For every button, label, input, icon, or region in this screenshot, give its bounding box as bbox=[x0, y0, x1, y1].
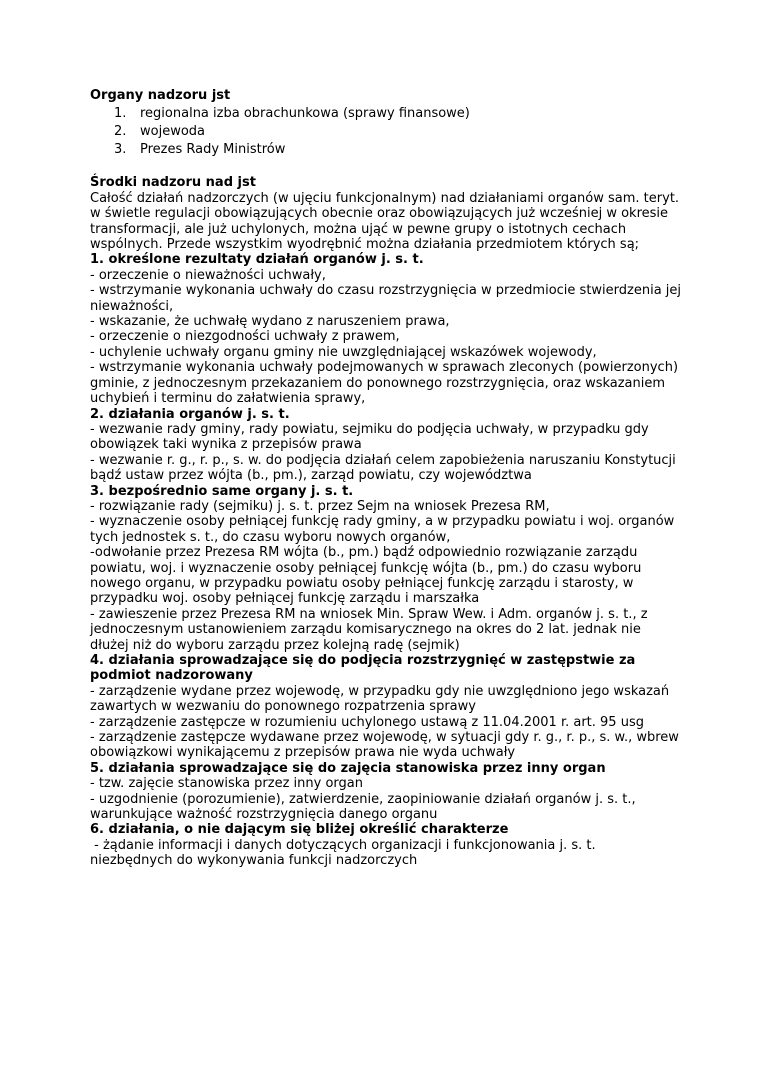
list-item-number: 2. bbox=[114, 124, 127, 140]
paragraph: - wstrzymanie wykonania uchwały do czasu rozstrzygnięcia w przedmiocie stwierdzenia jej nieważności, bbox=[90, 283, 686, 314]
paragraph: - uchylenie uchwały organu gminy nie uwzględniającej wskazówek wojewody, bbox=[90, 344, 597, 360]
paragraph: - zarządzenie zastępcze wydawane przez wojewodę, w sytuacji gdy r. g., r. p., s. w., wbrew obowiązkowi wynikającemu z przepisów prawa nie wyda uchwały bbox=[90, 730, 684, 761]
list-item bbox=[90, 123, 682, 141]
paragraph: - wezwanie r. g., r. p., s. w. do podjęcia działań celem zapobieżenia naruszaniu Konstytucji bądź ustaw przez wójta (b., pm.), zarząd powiatu, czy województwa bbox=[90, 452, 680, 484]
paragraph: - tzw. zajęcie stanowiska przez inny organ bbox=[90, 776, 363, 792]
paragraph: - zawieszenie przez Prezesa RM na wniosek Min. Spraw Wew. i Adm. organów j. s. t., z jednoczesnym ustanowieniem zarządu komisarycznego na okres do 2 lat. jednak nie dłużej niż do wyboru zarządu przez kolejną radę (sejmik) bbox=[90, 606, 652, 653]
section-heading: 3. bezpośrednio same organy j. s. t. bbox=[90, 483, 354, 499]
list-item-text: wojewoda bbox=[140, 124, 205, 140]
list-item-number: 3. bbox=[114, 142, 127, 158]
list-item-text: regionalna izba obrachunkowa (sprawy finansowe) bbox=[140, 106, 470, 122]
paragraph: - wyznaczenie osoby pełniącej funkcję rady gminy, a w przypadku powiatu i woj. organów tych jednostek s. t., do czasu wyboru nowych organów, bbox=[90, 514, 679, 545]
paragraph: - wezwanie rady gminy, rady powiatu, sejmiku do podjęcia uchwały, w przypadku gdy obowiązek taki wynika z przepisów prawa bbox=[90, 421, 653, 453]
section-heading: 2. działania organów j. s. t. bbox=[90, 406, 290, 422]
section-heading: Organy nadzoru jst bbox=[90, 88, 231, 103]
paragraph: - wstrzymanie wykonania uchwały podejmowanych w sprawach zleconych (powierzonych) gminie, z jednoczesnym przekazaniem do ponownego rozstrzygnięcia, oraz wskazaniem uchybień i terminu do załatwienia sprawy, bbox=[90, 360, 683, 407]
document-body bbox=[90, 88, 686, 869]
list-item bbox=[90, 105, 682, 123]
paragraph: - rozwiązanie rady (sejmiku) j. s. t. przez Sejm na wniosek Prezesa RM, bbox=[90, 498, 550, 514]
paragraph: Całość działań nadzorczych (w ujęciu funkcjonalnym) nad działaniami organów sam. teryt. w świetle regulacji obowiązujących obecnie oraz obowiązujących już wcześniej w okresie transformacji, ale już uchylonych, można ująć w pewne grupy o istotnych cechach wspólnych. Przede wszystkim wyodrębnić można działania przedmiotem których są; bbox=[90, 190, 684, 253]
section-heading: Środki nadzoru nad jst bbox=[90, 175, 256, 191]
list-item-text: Prezes Rady Ministrów bbox=[140, 142, 286, 158]
paragraph: - zarządzenie wydane przez wojewodę, w przypadku gdy nie uwzględniono jego wskazań zawartych w wezwaniu do ponownego rozpatrzenia sprawy bbox=[90, 683, 674, 715]
numbered-list bbox=[90, 103, 682, 159]
paragraph: - orzeczenie o nieważności uchwały, bbox=[90, 267, 326, 283]
section-heading: 4. działania sprowadzające się do podjęcia rozstrzygnięć w zastępstwie za podmiot nadzorowany bbox=[90, 653, 640, 684]
paragraph: -odwołanie przez Prezesa RM wójta (b., pm.) bądź odpowiednio rozwiązanie zarządu powiatu, woj. i wyznaczenie osoby pełniącej funkcję wójta (b., pm.) do czasu wyboru nowego organu, w przypadku powiatu osoby pełniącej funkcję zarządu i starosty, w przypadku woj. osoby pełniącej funkcję zarządu i marszałka bbox=[90, 545, 646, 607]
blank-line bbox=[90, 159, 682, 175]
paragraph: - wskazanie, że uchwałę wydano z naruszeniem prawa, bbox=[90, 314, 450, 330]
section-heading: 5. działania sprowadzające się do zajęcia stanowiska przez inny organ bbox=[90, 760, 606, 776]
section-heading: 1. określone rezultaty działań organów j. s. t. bbox=[90, 252, 424, 268]
list-item-number: 1. bbox=[114, 106, 127, 122]
paragraph: - żądanie informacji i danych dotyczących organizacji i funkcjonowania j. s. t. niezbędnych do wykonywania funkcji nadzorczych bbox=[90, 837, 600, 869]
paragraph: - zarządzenie zastępcze w rozumieniu uchylonego ustawą z 11.04.2001 r. art. 95 usg bbox=[90, 714, 644, 730]
list-item bbox=[90, 141, 682, 159]
paragraph: - uzgodnienie (porozumienie), zatwierdzenie, zaopiniowanie działań organów j. s. t., warunkujące ważność rozstrzygnięcia danego organu bbox=[90, 791, 640, 823]
paragraph: - orzeczenie o niezgodności uchwały z prawem, bbox=[90, 329, 400, 345]
section-heading: 6. działania, o nie dającym się bliżej określić charakterze bbox=[90, 822, 509, 838]
